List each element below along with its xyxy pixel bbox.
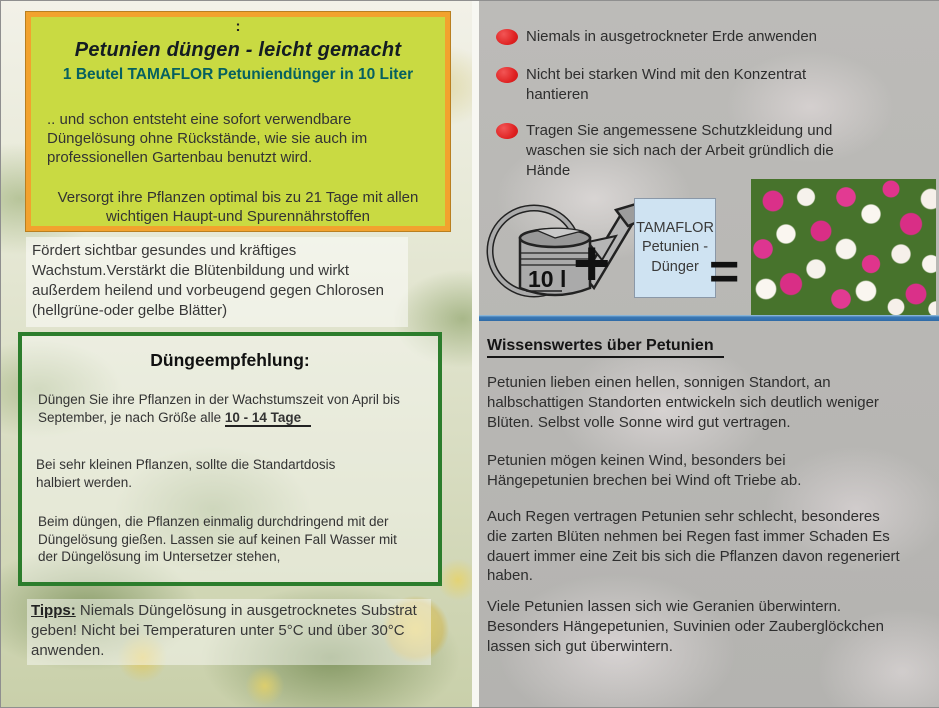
red-bullet-icon [496,67,518,83]
page-title: Petunien düngen - leicht gemacht [74,39,402,61]
info-paragraph-2: Petunien mögen keinen Wind, besonders bei Hängepetunien brechen bei Wind oft Triebe ab. [487,452,802,489]
tips-body-text: Niemals Düngelösung in ausgetrocknetes Substrat geben! Nicht bei Temperaturen unter 5°C und über 30°C anwenden. [31,602,417,659]
can-volume-label: 10 l [528,266,567,292]
right-panel-orchid-background [479,1,939,707]
intro-paragraph-2: Versorgt ihre Pflanzen optimal bis zu 21 Tage mit allen wichtigen Haupt-und Spurennährstoffen [57,188,419,225]
intro-colon: : [235,18,241,35]
mixing-equation-graphic [479,176,939,316]
info-section-heading: Wissenswertes über Petunien [487,337,724,358]
product-box-line-1: TAMAFLOR [636,219,714,236]
info-paragraph-1: Petunien lieben einen hellen, sonnigen Standort, an halbschattigen Standorten entwickeln sich deutlich weniger Blüten. Selbst volle Sonne wird gut vertragen. [487,374,879,431]
red-bullet-icon [496,123,518,139]
blue-divider-line [479,315,939,321]
recommendation-heading: Düngeempfehlung: [150,350,310,370]
recommendation-paragraph-2: Bei sehr kleinen Pflanzen, sollte die Standartdosis halbiert werden. [36,457,336,490]
recommendation-paragraph-1-text: Düngen Sie ihre Pflanzen in der Wachstumszeit von April bis September, je nach Größe alle [38,392,400,425]
info-paragraph-3: Auch Regen vertragen Petunien sehr schlecht, besonderes die zarten Blüten nehmen bei Regen fast immer Schaden Es dauert immer eine Zeit bis sich die Pflanzen davon regeneriert haben. [487,508,900,585]
left-panel-lemon-photo-background [1,1,472,707]
growth-benefits-text: Fördert sichtbar gesundes und kräftiges Wachstum.Verstärkt die Blütenbildung und wirkt außerdem heilend und vorbeugend gegen Chlorosen (hellgrüne-oder gelbe Blätter) [32,242,384,319]
equals-sign: = [709,243,740,301]
warning-text-1: Niemals in ausgetrockneter Erde anwenden [526,28,817,45]
recommendation-paragraph-1 [38,391,430,426]
recommendation-paragraph-3: Beim düngen, die Pflanzen einmalig durchdringend mit der Düngelösung gießen. Lassen sie auf keinen Fall Wasser mit der Düngelösung im Untersetzer stehen, [38,514,397,565]
plus-sign: + [573,227,611,299]
intro-paragraph-1: .. und schon entsteht eine sofort verwendbare Düngelösung ohne Rückstände, wie sie auch im professionellen Gartenbau benutzt wird. [47,111,368,167]
warning-text-2: Nicht bei starken Wind mit den Konzentrat hantieren [526,66,807,103]
product-box-line-3: Dünger [651,258,699,275]
info-paragraph-4: Viele Petunien lassen sich wie Geranien überwintern. Besonders Hängepetunien, Suvinien oder Zauberglöckchen lassen sich gut überwintern. [487,598,884,655]
fertilizing-recommendation-box [18,332,442,586]
warning-text-3: Tragen Sie angemessene Schutzkleidung und waschen sie sich nach der Arbeit gründlich die Hände [526,122,834,179]
product-box-line-2: Petunien - [641,239,709,256]
tips-paragraph [27,599,431,665]
petunia-flowers-photo [751,179,936,315]
tips-label: Tipps: [31,602,76,619]
red-bullet-icon [496,29,518,45]
interval-highlight: 10 - 14 Tage [225,410,311,427]
intro-subtitle: 1 Beutel TAMAFLOR Petuniendünger in 10 Liter [62,66,414,83]
watering-can-icon [484,198,642,302]
growth-benefits-paragraph [26,237,408,327]
fertilizer-product-box [634,198,716,298]
intro-highlight-box [26,12,450,231]
